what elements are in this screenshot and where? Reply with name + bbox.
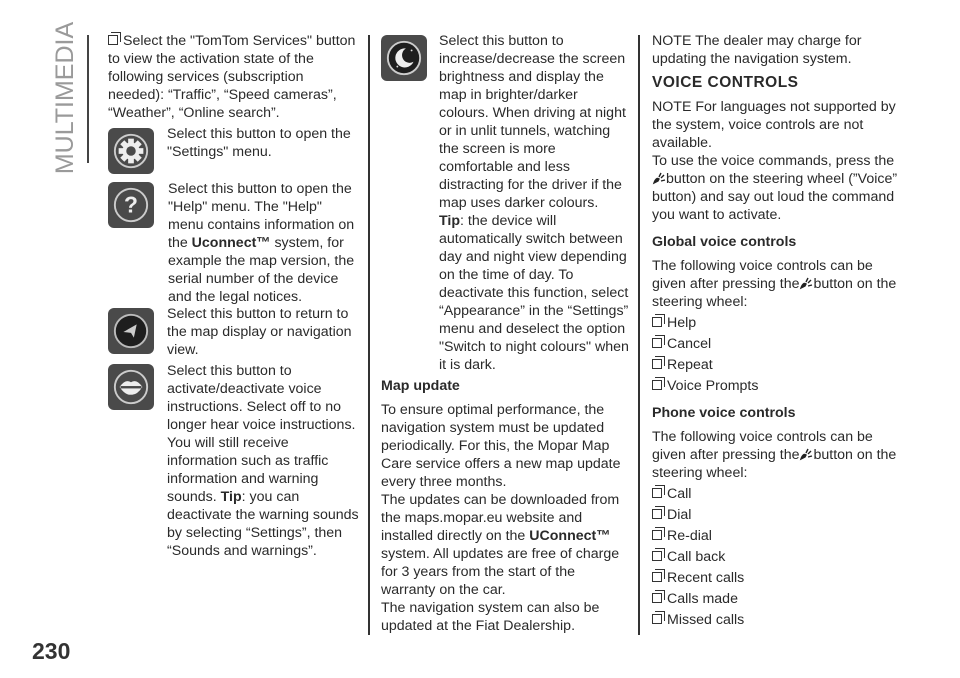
note-dealer: NOTE The dealer may charge for updating the navigation system.: [652, 33, 862, 67]
bullet-icon: [652, 380, 662, 390]
voice-description: Select this button to activate/deactivate voice instructions. Select off to no longer hear voice instructions. You will still receive information such as traffic information and warning sounds. Tip: you can deactivate the warning sounds by selecting “Settings”, then “Sounds and warnings”.: [167, 363, 359, 559]
navigation-arrow-icon: [108, 308, 154, 354]
section-label: MULTIMEDIA: [51, 21, 79, 174]
tomtom-paragraph: Select the "TomTom Services" button to view the activation state of the following services (subscription needed): “Traffic”, “Speed cameras”, “Weather”, “Online search”.: [108, 33, 356, 121]
navigation-description: Select this button to return to the map display or navigation view.: [167, 306, 352, 358]
note-languages: NOTE For languages not supported by the system, voice controls are not available. To use the voice commands, press the button on the steering wheel (”Voice” button) and say out loud the command you want to activate.: [652, 99, 898, 223]
phone-voice-heading: Phone voice controls: [652, 405, 796, 421]
bullet-icon: [652, 359, 662, 369]
bullet-icon: [652, 338, 662, 348]
phone-intro: The following voice controls can be given after pressing the button on the steering wheel:: [652, 429, 897, 481]
map-update-section: [381, 368, 633, 635]
divider: [87, 35, 89, 163]
list-item: Calls made: [652, 590, 902, 608]
voice-button-icon: [799, 276, 813, 290]
bullet-icon: [652, 530, 662, 540]
bullet-icon: [652, 509, 662, 519]
voice-controls-heading: VOICE CONTROLS: [652, 74, 799, 91]
global-voice-list: [652, 314, 902, 395]
bullet-icon: [652, 593, 662, 603]
bullet-icon: [652, 551, 662, 561]
list-item: Dial: [652, 506, 902, 524]
list-item: Missed calls: [652, 611, 902, 629]
map-update-heading: Map update: [381, 378, 460, 394]
list-item: Call: [652, 485, 902, 503]
list-item: Repeat: [652, 356, 902, 374]
bullet-icon: [652, 488, 662, 498]
voice-button-icon: [799, 447, 813, 461]
settings-description: Select this button to open the "Settings" menu.: [167, 126, 351, 160]
voice-button-icon: [652, 171, 666, 185]
night-mode-description: Select this button to increase/decrease the screen brightness and display the map in brighter/darker colours. When driving at night or in unlit tunnels, watching the screen is more comfortable and less distracting for the driver if the map uses darker colours. Tip: the device will automatically switch between day and night view depending on the time of day. To deactivate this function, select “Appearance” in the “Settings” menu and deselect the option "Switch to night colours" when it is dark.: [439, 33, 629, 373]
svg-text:?: ?: [124, 191, 138, 218]
bullet-icon: [652, 614, 662, 624]
bullet-icon: [108, 35, 118, 45]
list-item: Voice Prompts: [652, 377, 902, 395]
column-divider: [638, 35, 640, 635]
voice-controls-column: [652, 32, 902, 632]
list-item: Recent calls: [652, 569, 902, 587]
bullet-icon: [652, 317, 662, 327]
help-description: Select this button to open the "Help" menu. The "Help" menu contains information on the Uconnect™ system, for example the map version, the serial number of the device and the legal notices.: [168, 181, 355, 305]
global-voice-heading: Global voice controls: [652, 234, 797, 250]
list-item: Re-dial: [652, 527, 902, 545]
phone-voice-list: [652, 485, 902, 629]
column-divider: [368, 35, 370, 635]
global-intro: The following voice controls can be given after pressing the button on the steering wheel:: [652, 258, 897, 310]
night-mode-moon-icon: [381, 35, 427, 81]
bullet-icon: [652, 572, 662, 582]
map-update-text: To ensure optimal performance, the navigation system must be updated periodically. For this, the Mopar Map Care service offers a new map update every three months. The updates can be downloaded from the maps.mopar.eu website and installed directly on the UConnect™ system. All updates are free of charge for 3 years from the start of the warranty on the car. The navigation system can also be updated at the Fiat Dealership.: [381, 402, 621, 634]
settings-gear-icon: [108, 128, 154, 174]
page-number: 230: [32, 638, 71, 664]
list-item: Help: [652, 314, 902, 332]
list-item: Cancel: [652, 335, 902, 353]
list-item: Call back: [652, 548, 902, 566]
help-question-icon: [108, 182, 154, 228]
voice-lips-icon: [108, 364, 154, 410]
